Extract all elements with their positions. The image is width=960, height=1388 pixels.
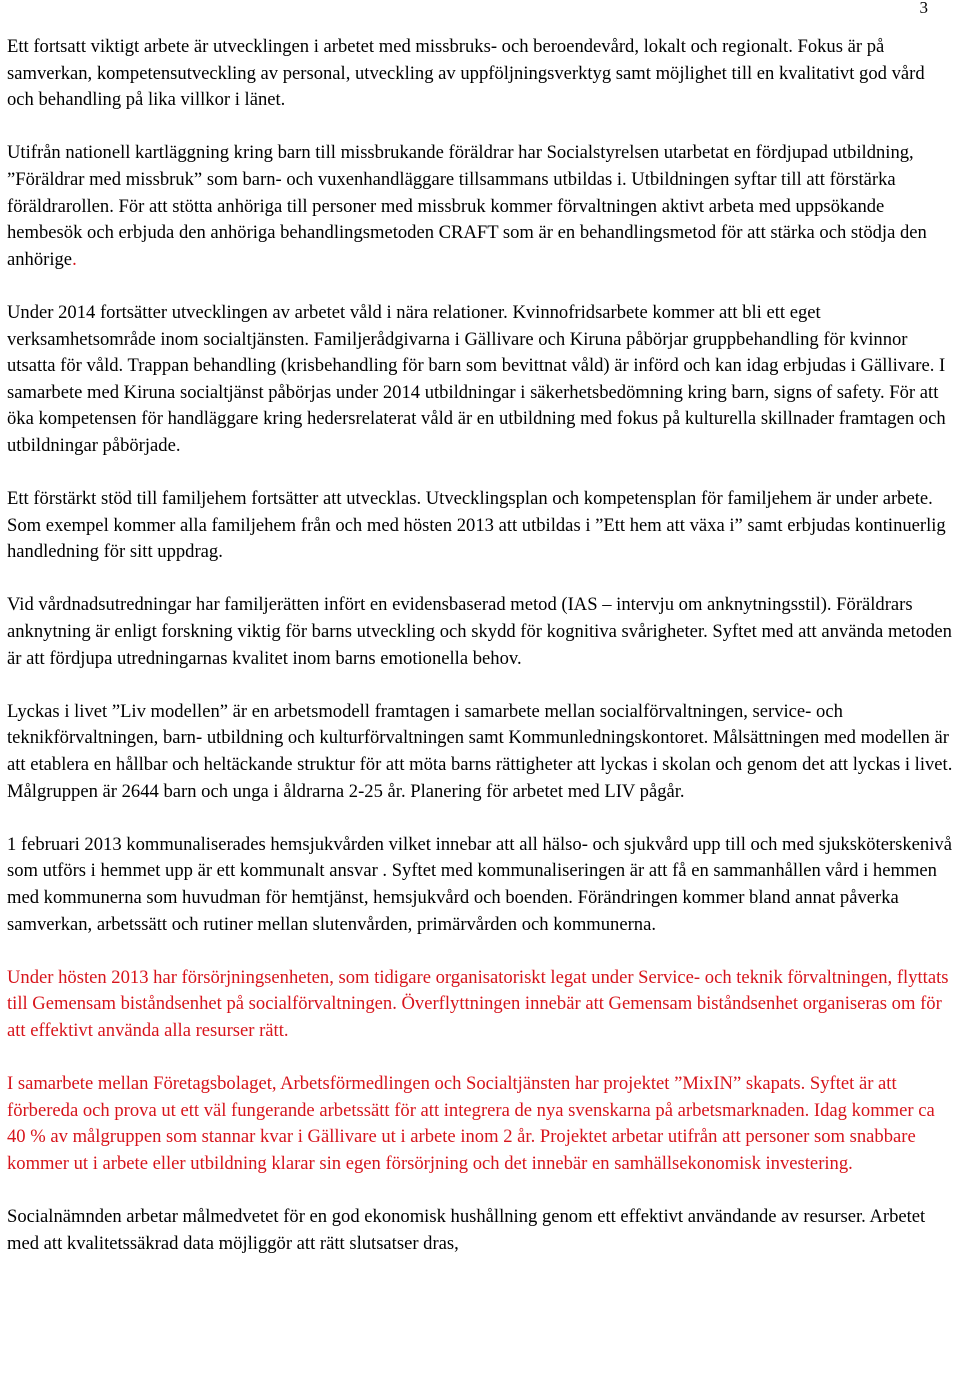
text-run: Lyckas i livet ”Liv modellen” är en arbetsmodell framtagen i samarbete mellan socialförvaltningen, service- och teknikförvaltningen, barn- utbildning och kulturförvaltningen samt Kommunledningskontoret. Målsättningen med modellen är att etablera en hållbar och heltäckande struktur för att möta barns rättigheter att lyckas i skolan och genom det att lyckas i livet. Målgruppen är 2644 barn och unga i åldrarna 2-25 år. Planering för arbetet med LIV pågår. — [7, 700, 953, 802]
paragraph-foraldrar-med-missbruk — [7, 140, 954, 273]
page-number: 3 — [919, 0, 928, 17]
text-run: Under 2014 fortsätter utvecklingen av arbetet våld i nära relationer. Kvinnofridsarbete kommer att bli ett eget verksamhetsområde inom socialtjänsten. Familjerådgivarna i Gällivare och Kiruna påbörjar gruppbehandling för kvinnor utsatta för våld. Trappan behandling (krisbehandling för barn som bevittnat våld) är införd och kan idag erbjudas i Gällivare. I samarbete med Kiruna socialtjänst påbörjas under 2014 utbildningar i säkerhetsbedömning kring barn, signs of safety. För att öka kompetensen för handläggare kring hedersrelaterat våld är en utbildning med fokus på kulturella skillnader framtagen och utbildningar påbörjade. — [7, 301, 946, 456]
paragraph-vald-i-nara-relationer — [7, 300, 954, 460]
text-run: Ett förstärkt stöd till familjehem fortsätter att utvecklas. Utvecklingsplan och kompetensplan för familjehem är under arbete. Som exempel kommer alla familjehem från och med hösten 2013 att utbildas i ”Ett hem att växa i” samt erbjudas kontinuerlig handledning för sitt uppdrag. — [7, 488, 946, 563]
text-run: Ett fortsatt viktigt arbete är utvecklingen i arbetet med missbruks- och beroendevård, lokalt och regionalt. Fokus är på samverkan, kompetensutveckling av personal, utveckling av uppföljningsverktyg samt möjlighet till en kvalitativt god vård och behandling på lika villkor i länet. — [7, 36, 925, 111]
text-run: 1 februari 2013 kommunaliserades hemsjukvården vilket innebar att all hälso- och sjukvård upp till och med sjuksköterskenivå som utförs i hemmet upp är ett kommunalt ansvar . Syftet med kommunaliseringen är att få en sammanhållen vård i hemmen med kommunerna som huvudman för hemtjänst, hemsjukvård och boenden. Förändringen kommer bland annat påverka samverkan, arbetssätt och rutiner mellan slutenvården, primärvården och kommunerna. — [7, 833, 952, 935]
paragraph-vardnadsutredningar — [7, 592, 954, 672]
paragraph-ekonomisk-hushallning — [7, 1204, 954, 1257]
paragraph-familjehem — [7, 486, 954, 566]
paragraph-mixin — [7, 1071, 954, 1177]
paragraph-liv-modellen — [7, 699, 954, 805]
text-run: Vid vårdnadsutredningar har familjerätten infört en evidensbaserad metod (IAS – intervju om anknytningsstil). Föräldrars anknytning är enligt forskning viktig för barns utveckling och skydd för kognitiva svårigheter. Syftet med att använda metoden är att fördjupa utredningarnas kvalitet inom barns emotionella behov. — [7, 594, 952, 669]
text-run: Utifrån nationell kartläggning kring barn till missbrukande föräldrar har Socialstyrelsen utarbetat en fördjupad utbildning, ”Föräldrar med missbruk” som barn- och vuxenhandläggare tillsammans utbildas i. Utbildningen syftar till att förstärka föräldrarollen. — [7, 142, 914, 217]
text-run-red: I samarbete mellan Företagsbolaget, Arbetsförmedlingen och Socialtjänsten har projektet ”MixIN” skapats. Syftet är att förbereda och prova ut ett väl fungerande arbetssätt för att integrera de nya svenskarna på arbetsmarknaden. Idag kommer ca 40 % av målgruppen som stannar kvar i Gällivare ut i arbete inom 2 år. Projektet arbetar utifrån att personer som snabbare kommer ut i arbete eller utbildning klarar sin egen försörjning och det innebär en samhällsekonomisk investering. — [7, 1073, 935, 1174]
paragraph-forsorjningsenheten — [7, 965, 954, 1045]
paragraph-hemsjukvard — [7, 832, 954, 938]
text-run-red: Under hösten 2013 har försörjningsenheten, som tidigare organisatoriskt legat under Service- och teknik förvaltningen, flyttats till Gemensam biståndsenhet på socialförvaltningen. Överflyttningen innebär att Gemensam biståndsenhet organiseras om för att effektivt använda alla resurser rätt. — [7, 966, 949, 1041]
paragraph-missbruksvard — [7, 34, 954, 114]
text-run: Socialnämnden arbetar målmedvetet för en god ekonomisk hushållning genom ett effektivt användande av resurser. Arbetet med att kvalitetssäkrad data möjliggör att rätt slutsatser dras, — [7, 1206, 926, 1254]
text-run-red: . — [72, 248, 77, 270]
text-run: För att stötta anhöriga till personer med missbruk kommer förvaltningen aktivt arbeta med uppsökande hembesök och erbjuda den anhöriga behandlingsmetoden CRAFT som är en behandlingsmetod för att stärka och stödja den anhörige — [7, 195, 927, 270]
